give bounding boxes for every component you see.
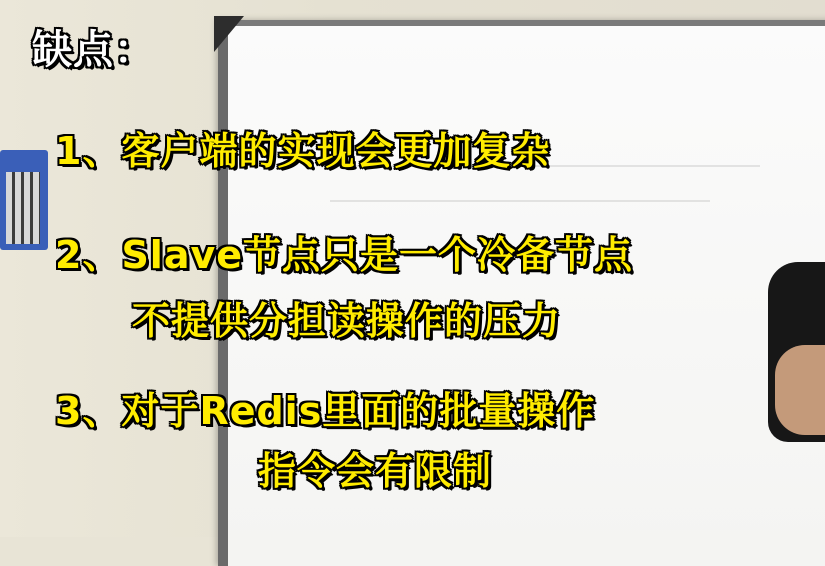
caption-item-3-line-1: 3、对于Redis里面的批量操作 [55, 389, 596, 433]
marker-pens [6, 172, 40, 244]
caption-item-2-line-1: 2、Slave节点只是一个冷备节点 [55, 233, 634, 277]
presenter-arm [775, 345, 825, 435]
caption-item-1-line-1: 1、客户端的实现会更加复杂 [55, 129, 551, 173]
caption-item-3-line-2: 指令会有限制 [258, 449, 493, 493]
faint-board-writing [330, 200, 710, 202]
caption-heading: 缺点： [32, 27, 155, 73]
caption-item-2-line-2: 不提供分担读操作的压力 [132, 299, 562, 343]
